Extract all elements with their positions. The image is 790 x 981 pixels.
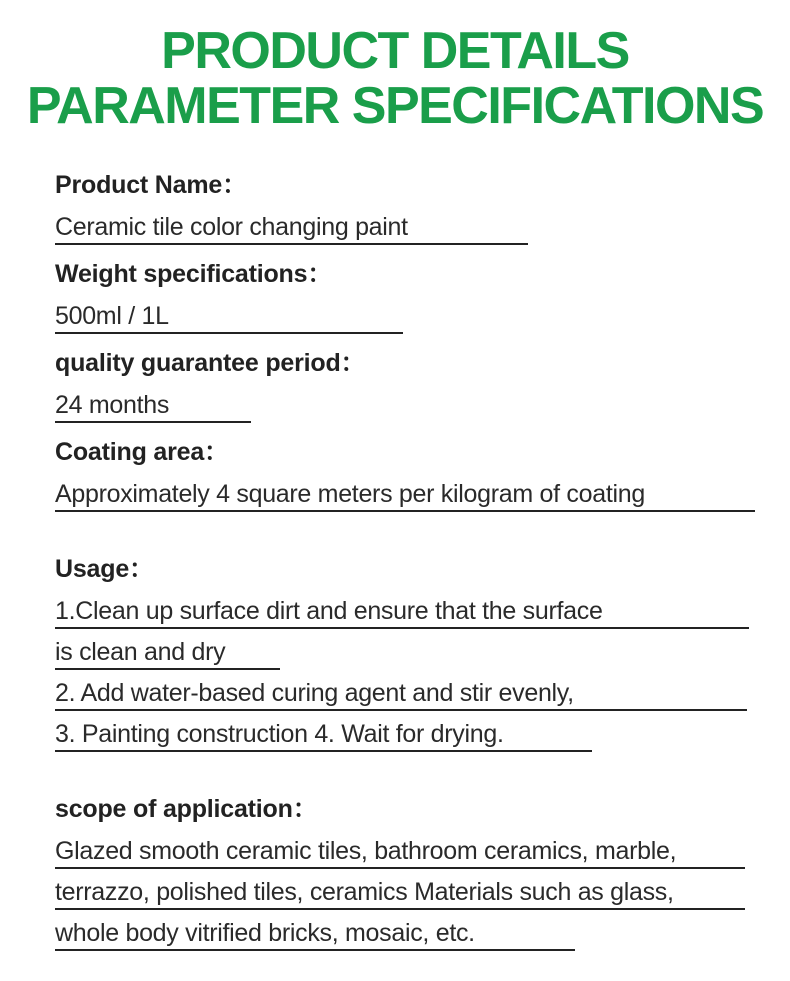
section-label-product-name: Product Name： [55,171,247,199]
coating-area-value: Approximately 4 square meters per kilogram of coating [55,480,755,512]
section-usage [55,554,762,752]
value-line [55,720,762,752]
usage-step-3-4: 3. Painting construction 4. Wait for drying. [55,720,592,752]
section-label-scope-of-application: scope of application： [55,795,318,823]
guarantee-period-value: 24 months [55,391,251,423]
section-weight-specifications [55,259,762,334]
section-scope-of-application [55,794,762,951]
product-name-value: Ceramic tile color changing paint [55,213,528,245]
section-product-name [55,170,762,245]
value-line [55,391,762,423]
value-line [55,919,762,951]
section-label-quality-guarantee-period: quality guarantee period： [55,349,366,377]
usage-step-1b: is clean and dry [55,638,280,670]
value-line [55,302,762,334]
section-label-weight-specifications: Weight specifications： [55,260,333,288]
value-line [55,213,762,245]
weight-value: 500ml / 1L [55,302,403,334]
page-title-line-2: PARAMETER SPECIFICATIONS [26,77,764,135]
value-line [55,837,762,869]
value-line [55,679,762,711]
value-line [55,480,762,512]
section-label-usage: Usage： [55,555,154,583]
specifications-content [0,170,790,951]
scope-line-2: terrazzo, polished tiles, ceramics Materials such as glass, [55,878,745,910]
value-line [55,597,762,629]
section-label-coating-area: Coating area： [55,438,229,466]
scope-line-1: Glazed smooth ceramic tiles, bathroom ceramics, marble, [55,837,745,869]
page-title [0,0,790,134]
scope-line-3: whole body vitrified bricks, mosaic, etc. [55,919,575,951]
usage-step-2: 2. Add water-based curing agent and stir evenly, [55,679,747,711]
section-quality-guarantee-period [55,348,762,423]
section-coating-area [55,437,762,512]
value-line [55,878,762,910]
usage-step-1a: 1.Clean up surface dirt and ensure that the surface [55,597,749,629]
page-title-line-1: PRODUCT DETAILS [161,22,629,80]
value-line [55,638,762,670]
